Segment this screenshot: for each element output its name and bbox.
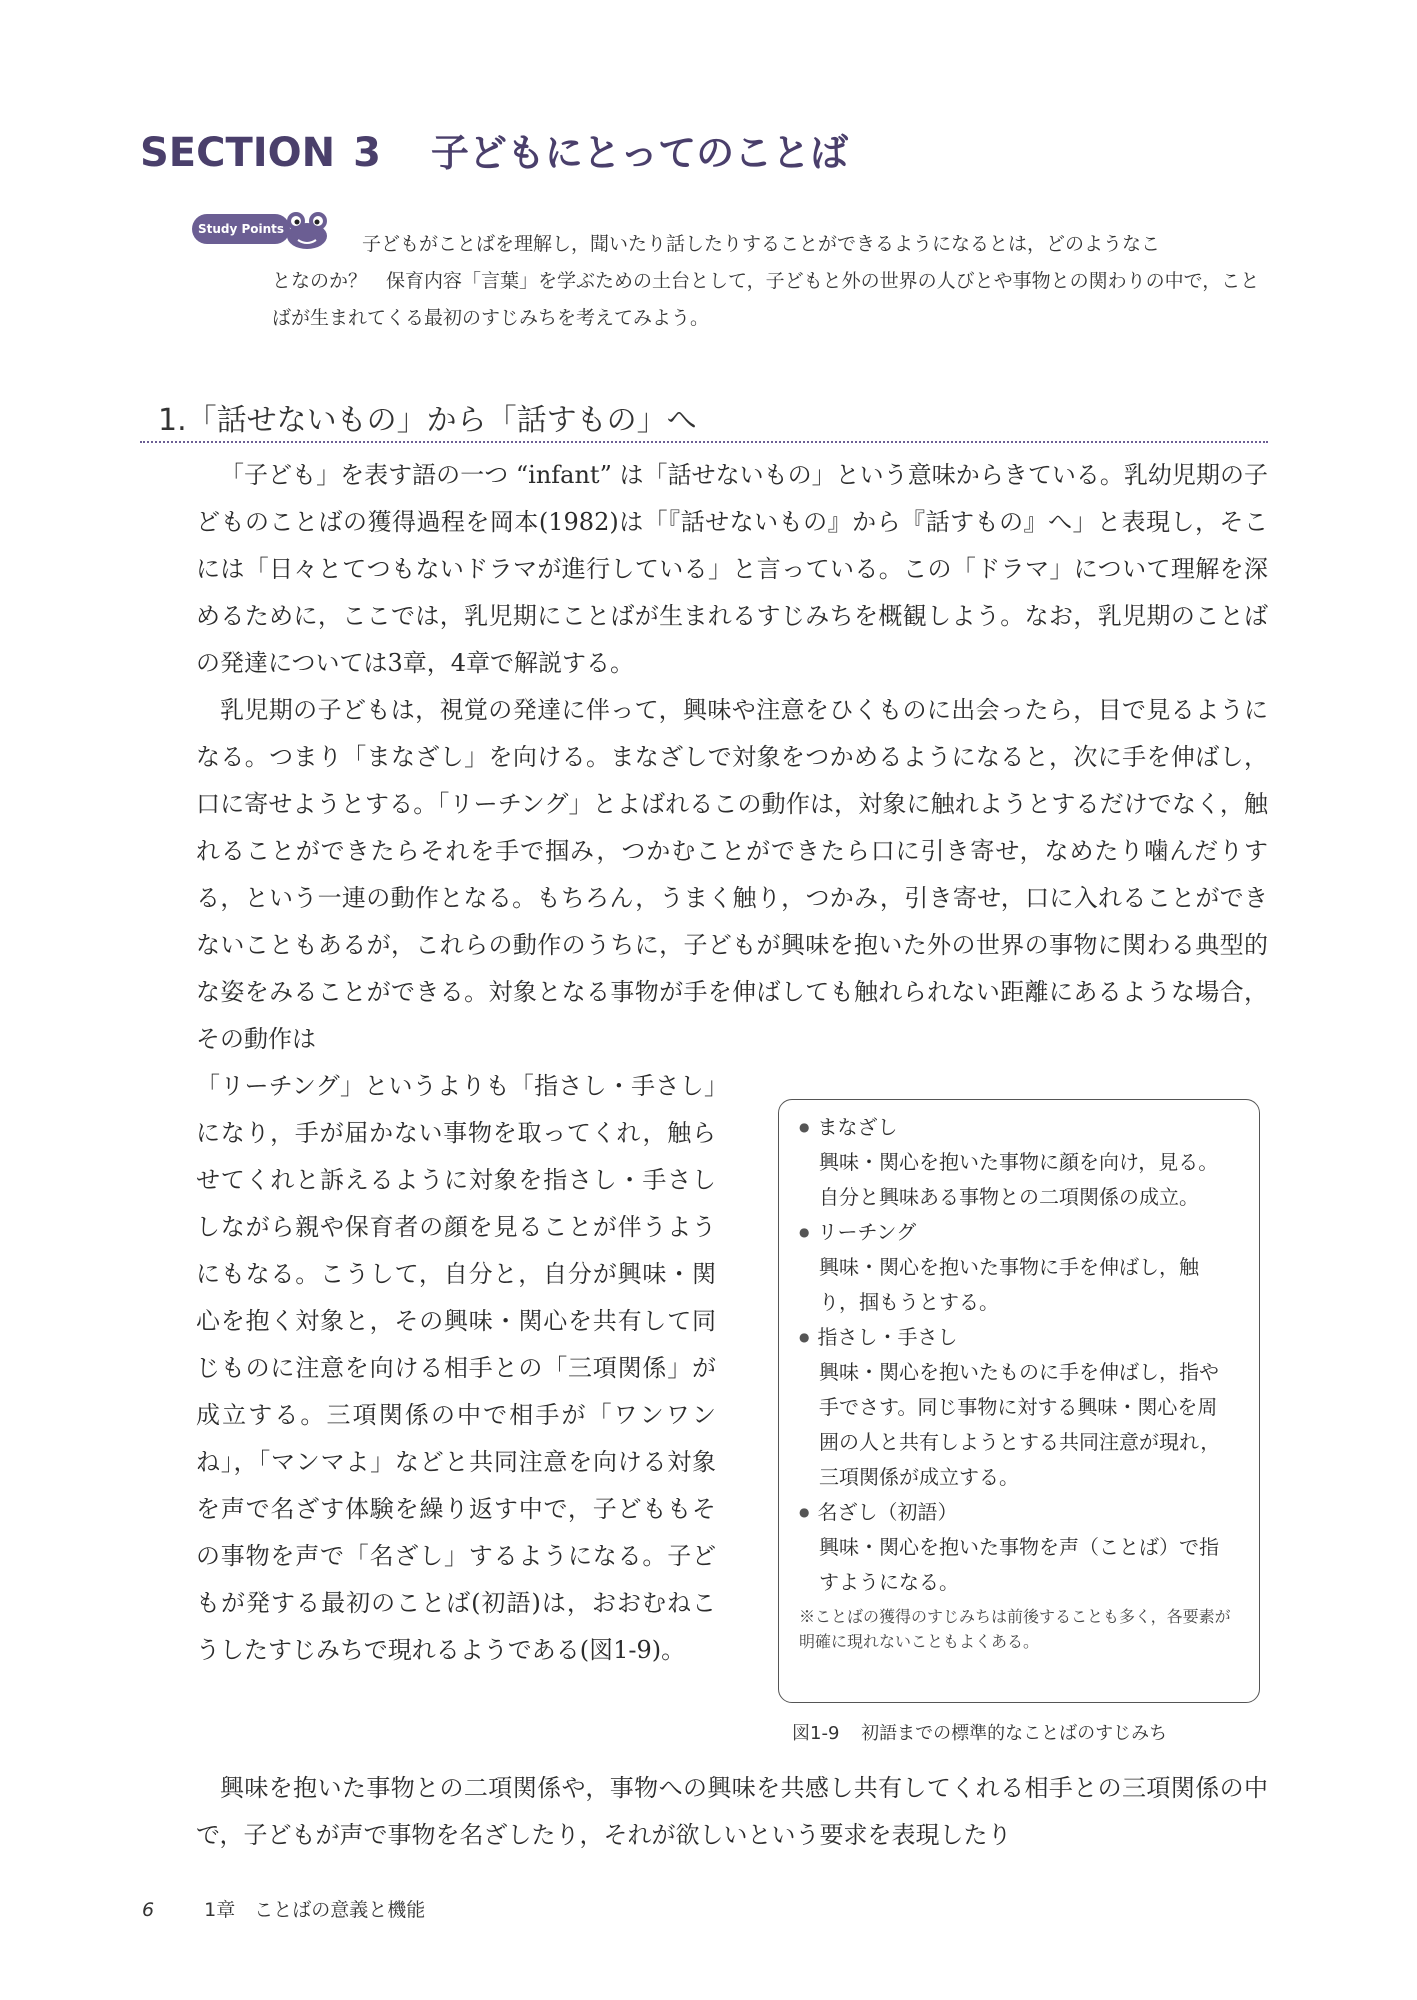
study-points-text [272, 226, 1262, 337]
section-title [140, 122, 848, 177]
box-desc: 興味・関心を抱いた事物に顔を向け，見る。自分と興味ある事物との二項関係の成立。 [819, 1150, 1219, 1209]
box-term: ● まなざし [799, 1110, 1237, 1145]
page-number: 6 [142, 1899, 155, 1921]
section-number: 3 [353, 130, 381, 176]
page-footer [142, 1895, 425, 1922]
box-item [799, 1215, 1237, 1320]
study-points-badge: Study Points [192, 214, 290, 244]
figure-number: 図1-9 [792, 1723, 840, 1744]
box-term: ● 指さし・手さし [799, 1320, 1237, 1355]
box-item [799, 1320, 1237, 1495]
box-desc: 興味・関心を抱いた事物を声（ことば）で指すようになる。 [819, 1535, 1219, 1594]
chapter-title: 1章 ことばの意義と機能 [204, 1899, 426, 1921]
figure-caption-text: 初語までの標準的なことばのすじみち [861, 1723, 1168, 1744]
heading-dotted-rule [140, 441, 1268, 443]
study-points-rest: となのか？ 保育内容「言葉」を学ぶための土台として，子どもと外の世界の人びとや事物との関わりの中で，ことばが生まれてくる最初のすじみちを考えてみよう。 [272, 270, 1260, 329]
paragraph-2: 乳児期の子どもは，視覚の発達に伴って，興味や注意をひくものに出会ったら，目で見るようになる。つまり「まなざし」を向ける。まなざしで対象をつかめるようになると，次に手を伸ばし，口に寄せようとする。「リーチング」とよばれるこの動作は，対象に触れようとするだけでなく，触れることができたらそれを手で掴み，つかむことができたら口に引き寄せ，なめたり噛んだりする，という一連の動作となる。もちろん，うまく触り，つかみ，引き寄せ，口に入れることができないこともあるが，これらの動作のうちに，子どもが興味を抱いた外の世界の事物に関わる典型的な姿をみることができる。対象となる事物が手を伸ばしても触れられない距離にあるような場合，その動作は [196, 696, 1268, 1053]
figure-caption [792, 1719, 1167, 1745]
box-desc: 興味・関心を抱いた事物に手を伸ばし，触り，掴もうとする。 [819, 1255, 1199, 1314]
subsection-heading: 1.「話せないもの」から「話すもの」へ [158, 403, 697, 438]
box-item [799, 1110, 1237, 1215]
paragraph-4: 興味を抱いた事物との二項関係や，事物への興味を共感し共有してくれる相手との三項関係の中で，子どもが声で事物を名ざしたり，それが欲しいという要求を表現したり [196, 1774, 1268, 1849]
box-note: ※ことばの獲得のすじみちは前後することも多く，各要素が明確に現れないこともよくある。 [799, 1607, 1231, 1651]
paragraph-3: 「リーチング」というよりも「指さし・手さし」になり，手が届かない事物を取ってくれ，触らせてくれと訴えるように対象を指さし・手さししながら親や保育者の顔を見ることが伴うようにもなる。こうして，自分と，自分が興味・関心を抱く対象と，その興味・関心を共有して同じものに注意を向ける相手との「三項関係」が成立する。三項関係の中で相手が「ワンワンね」，「マンマよ」などと共同注意を向ける対象を声で名ざす体験を繰り返す中で，子どももその事物を声で「名ざし」するようになる。子どもが発する最初のことば(初語)は，おおむねこうしたすじみちで現れるようである(図1-9)。 [196, 1072, 716, 1664]
section-heading: 子どもにとってのことば [430, 131, 849, 175]
box-desc: 興味・関心を抱いたものに手を伸ばし，指や手でさす。同じ事物に対する興味・関心を周囲の人と共有しようとする共同注意が現れ，三項関係が成立する。 [819, 1360, 1221, 1489]
box-term: ● 名ざし（初語） [799, 1495, 1237, 1530]
box-term: ● リーチング [799, 1215, 1237, 1250]
section-label: SECTION [140, 130, 336, 176]
study-points-line1: 子どもがことばを理解し，聞いたり話したりすることができるようになるとは，どのようなこ [362, 233, 1161, 255]
figure-box [778, 1099, 1260, 1703]
box-item [799, 1495, 1237, 1600]
paragraph-1: 「子ども」を表す語の一つ “infant” は「話せないもの」という意味からきている。乳幼児期の子どものことばの獲得過程を岡本(1982)は「『話せないもの』から『話すもの』へ」と表現し，そこには「日々とてつもないドラマが進行している」と言っている。この「ドラマ」について理解を深めるために，ここでは，乳児期にことばが生まれるすじみちを概観しよう。なお，乳児期のことばの発達については3章，4章で解説する。 [196, 461, 1268, 677]
